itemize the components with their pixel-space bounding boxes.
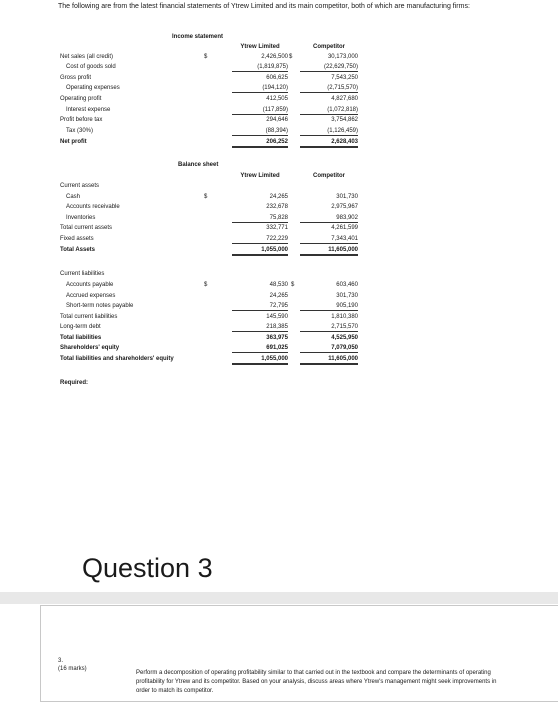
currency-symbol: $: [204, 194, 208, 200]
income-row-competitor: (1,072,818): [300, 107, 358, 115]
asset-row-ytrew: 75,828: [232, 215, 288, 223]
liability-row-label: Total liabilities: [60, 335, 102, 341]
question-marks: (16 marks): [58, 666, 87, 672]
asset-row-competitor: 301,730: [336, 194, 358, 200]
balance-col-competitor: Competitor: [313, 173, 345, 179]
income-row-competitor: (2,715,570): [300, 85, 358, 93]
income-row-competitor: (22,629,750): [300, 64, 358, 72]
balance-sheet-title: Balance sheet: [178, 162, 219, 168]
currency-symbol: $: [204, 282, 208, 288]
asset-row-label: Total Assets: [60, 247, 96, 253]
liability-row-competitor: 4,525,950: [331, 335, 358, 341]
balance-col-ytrew: Ytrew Limited: [240, 173, 280, 179]
question-heading: Question 3: [82, 553, 213, 583]
question-number-marks: [58, 657, 87, 673]
income-row-label: Profit before tax: [60, 117, 103, 123]
question-text: Perform a decomposition of operating profitability similar to that carried out in the textbook and compare the determinants of operating profitability for Ytrew and its competitor. Based on your analysis, discuss areas where Ytrew's management might seek improvements in order to match its competitor.: [136, 670, 497, 694]
income-col-competitor: Competitor: [313, 44, 345, 50]
income-row-label: Cost of goods sold: [66, 64, 116, 70]
liability-row-competitor: 905,190: [300, 303, 358, 311]
asset-row-label: Fixed assets: [60, 236, 94, 242]
liability-row-ytrew: 1,055,000: [232, 356, 288, 365]
liability-row-label: Short-term notes payable: [66, 303, 134, 309]
income-row-ytrew: (194,120): [232, 85, 288, 93]
income-statement-title: Income statement: [172, 34, 224, 40]
current-assets-header: Current assets: [60, 183, 100, 189]
liability-row-competitor: 2,715,570: [300, 324, 358, 332]
income-row-ytrew: 294,646: [266, 117, 288, 123]
asset-row-ytrew: 232,678: [266, 204, 288, 210]
asset-row-ytrew: 1,055,000: [232, 247, 288, 256]
income-row-ytrew: (117,859): [232, 107, 288, 115]
asset-row-ytrew: 332,771: [266, 225, 288, 231]
liability-row-competitor: 11,605,000: [300, 356, 358, 365]
intro-text: The following are from the latest financial statements of Ytrew Limited and its main competitor, both of which are manufacturing firms:: [58, 3, 470, 10]
income-row-competitor: (1,126,459): [300, 128, 358, 136]
income-row-label: Operating expenses: [66, 85, 120, 91]
income-row-label: Tax (30%): [66, 128, 94, 134]
income-row-label: Net sales (all credit): [60, 54, 114, 60]
income-row-competitor: 2,628,403: [300, 139, 358, 148]
currency-symbol: $: [204, 54, 208, 60]
liability-row-ytrew: 24,265: [269, 293, 288, 299]
income-row-ytrew: (1,819,875): [232, 64, 288, 72]
income-row-competitor: 3,754,862: [331, 117, 358, 123]
income-row-ytrew: 2,426,500: [261, 54, 288, 60]
income-row-ytrew: 412,505: [266, 96, 288, 102]
income-row-label: Gross profit: [60, 75, 92, 81]
liability-row-ytrew: 145,590: [266, 314, 288, 320]
liability-row-competitor: 1,810,380: [331, 314, 358, 320]
asset-row-label: Inventories: [66, 215, 96, 221]
income-row-competitor: 7,543,250: [331, 75, 358, 81]
liability-row-ytrew: 691,025: [232, 345, 288, 353]
income-row-label: Net profit: [60, 139, 87, 145]
liability-row-label: Total liabilities and shareholders' equity: [60, 356, 174, 362]
income-row-ytrew: (88,394): [232, 128, 288, 136]
liability-row-competitor: 7,079,050: [300, 345, 358, 353]
liability-row-competitor: 603,460: [336, 282, 358, 288]
currency-symbol: $: [289, 54, 293, 60]
liability-row-ytrew: 218,385: [232, 324, 288, 332]
liability-row-competitor: 301,730: [336, 293, 358, 299]
liability-row-label: Long-term debt: [60, 324, 101, 330]
asset-row-label: Cash: [66, 194, 81, 200]
current-liabilities-header: Current liabilities: [60, 271, 105, 277]
income-row-label: Operating profit: [60, 96, 102, 102]
income-row-competitor: 4,827,680: [331, 96, 358, 102]
question-number: 3.: [58, 658, 64, 664]
income-row-ytrew: 206,252: [232, 139, 288, 148]
asset-row-ytrew: 24,265: [269, 194, 288, 200]
income-row-label: Interest expense: [66, 107, 111, 113]
liability-row-ytrew: 363,975: [266, 335, 288, 341]
asset-row-label: Accounts receivable: [66, 204, 120, 210]
currency-symbol: $: [291, 282, 295, 288]
separator-band: [0, 592, 558, 604]
liability-row-ytrew: 48,530: [269, 282, 288, 288]
required-heading: Required:: [60, 380, 89, 386]
liability-row-label: Accrued expenses: [66, 293, 116, 299]
income-row-competitor: 30,173,000: [327, 54, 358, 60]
liability-row-label: Shareholders' equity: [60, 345, 120, 351]
asset-row-label: Total current assets: [60, 225, 113, 231]
asset-row-competitor: 2,975,967: [331, 204, 358, 210]
income-row-ytrew: 606,625: [266, 75, 288, 81]
asset-row-competitor: 983,902: [300, 215, 358, 223]
asset-row-competitor: 4,261,599: [331, 225, 358, 231]
asset-row-competitor: 11,605,000: [300, 247, 358, 256]
income-col-ytrew: Ytrew Limited: [240, 44, 280, 50]
asset-row-competitor: 7,343,401: [300, 236, 358, 244]
liability-row-ytrew: 72,795: [232, 303, 288, 311]
liability-row-label: Accounts payable: [66, 282, 114, 288]
asset-row-ytrew: 722,229: [232, 236, 288, 244]
liability-row-label: Total current liabilities: [60, 314, 118, 320]
